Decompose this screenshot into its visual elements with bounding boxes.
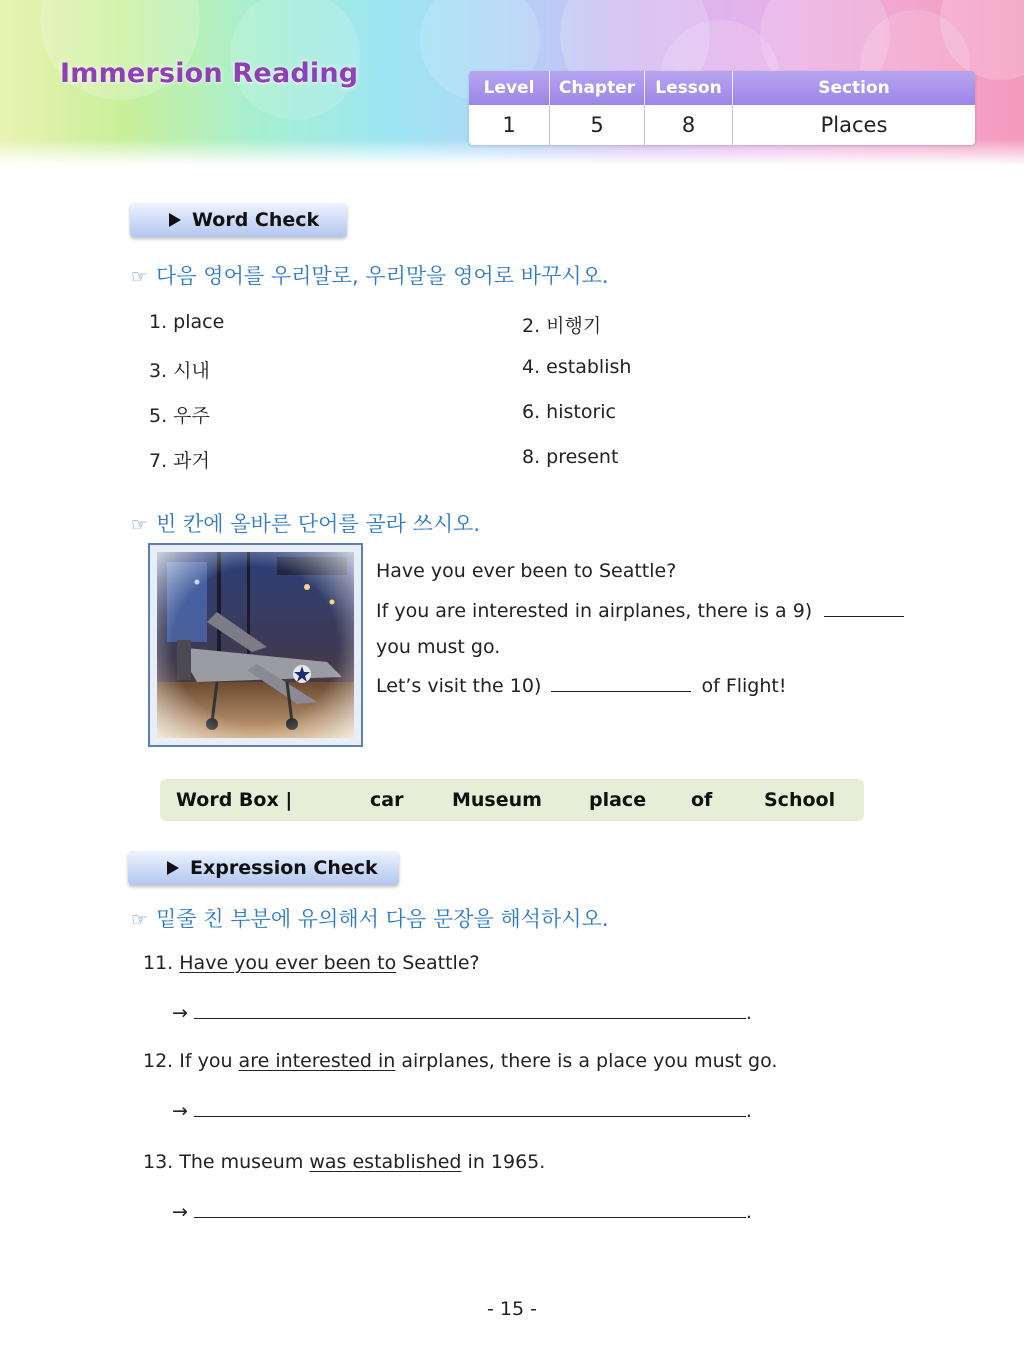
lesson-info-header-row	[469, 71, 975, 105]
sentence-12-underlined: are interested in	[238, 1050, 396, 1072]
airplane-illustration	[157, 552, 354, 738]
word-check-label: Word Check	[192, 209, 320, 231]
value-level: 1	[469, 105, 550, 145]
passage-line-4-post: of Flight!	[701, 675, 787, 697]
vocab-item-5: 5. 우주	[149, 405, 210, 427]
page-number: - 15 -	[487, 1298, 537, 1320]
word-box-label: Word Box |	[176, 789, 293, 811]
answer-line-13[interactable]	[172, 1201, 752, 1223]
answer-blank[interactable]	[194, 1203, 746, 1218]
instruction-text: 밑줄 친 부분에 유의해서 다음 문장을 해석하시오.	[156, 907, 609, 931]
answer-period: .	[745, 1201, 752, 1223]
vocab-item-7: 7. 과거	[149, 450, 210, 472]
brand-title: Immersion Reading	[60, 58, 359, 89]
arrow-icon: →	[172, 1002, 188, 1024]
expression-check-label: Expression Check	[190, 857, 378, 879]
answer-period: .	[745, 1002, 752, 1024]
header-level: Level	[469, 71, 550, 105]
play-triangle-icon	[169, 213, 181, 227]
sentence-11-underlined: Have you ever been to	[179, 952, 397, 974]
word-check-instruction	[131, 260, 609, 290]
word-option-school: School	[764, 789, 836, 811]
expression-check-button[interactable]	[128, 851, 399, 885]
sentence-13-pre: 13. The museum	[143, 1151, 304, 1173]
sentence-12-rest: airplanes, there is a place you must go.	[401, 1050, 778, 1072]
value-section: Places	[820, 113, 888, 137]
value-chapter: 5	[550, 105, 645, 145]
sentence-13-rest: in 1965.	[467, 1151, 546, 1173]
pointing-hand-icon: ☞	[131, 514, 149, 536]
value-lesson: 8	[645, 105, 733, 145]
passage-line-2-text: If you are interested in airplanes, there is a 9)	[376, 600, 813, 622]
vocab-item-1: 1. place	[149, 311, 225, 333]
blank-10[interactable]	[551, 673, 691, 692]
answer-line-11[interactable]	[172, 1002, 752, 1024]
sentence-11-number: 11.	[143, 952, 174, 974]
vocab-item-8: 8. present	[522, 446, 619, 468]
passage-line-1: Have you ever been to Seattle?	[376, 560, 677, 582]
answer-blank[interactable]	[194, 1102, 746, 1117]
word-option-of: of	[691, 789, 713, 811]
word-check-button[interactable]	[130, 203, 347, 237]
passage-line-3: you must go.	[376, 636, 501, 658]
instruction-text: 빈 칸에 올바른 단어를 골라 쓰시오.	[156, 512, 481, 536]
word-box	[160, 779, 864, 821]
header-section: Section	[818, 78, 890, 98]
sentence-13-underlined: was established	[309, 1151, 462, 1173]
pointing-hand-icon: ☞	[131, 909, 149, 931]
passage-line-4	[376, 673, 786, 697]
passage-line-2	[376, 598, 904, 622]
arrow-icon: →	[172, 1100, 188, 1122]
header-chapter: Chapter	[550, 71, 645, 105]
word-option-museum: Museum	[452, 789, 542, 811]
sentence-13	[143, 1151, 545, 1173]
word-option-car: car	[370, 789, 404, 811]
word-option-place: place	[589, 789, 647, 811]
sentence-12	[143, 1050, 777, 1072]
fill-blank-instruction	[131, 508, 480, 538]
answer-period: .	[745, 1100, 752, 1122]
passage-line-4-pre: Let’s visit the 10)	[376, 675, 542, 697]
expression-check-instruction	[131, 903, 609, 933]
vocab-item-4: 4. establish	[522, 356, 632, 378]
arrow-icon: →	[172, 1201, 188, 1223]
answer-line-12[interactable]	[172, 1100, 752, 1122]
lesson-info-value-row	[469, 105, 975, 145]
sentence-12-pre: 12. If you	[143, 1050, 233, 1072]
lesson-info-table	[469, 71, 975, 145]
airplane-museum-photo	[148, 543, 363, 747]
pointing-hand-icon: ☞	[131, 266, 149, 288]
answer-blank[interactable]	[194, 1004, 746, 1019]
instruction-text: 다음 영어를 우리말로, 우리말을 영어로 바꾸시오.	[156, 264, 609, 288]
blank-9[interactable]	[824, 598, 904, 617]
header-lesson: Lesson	[645, 71, 733, 105]
vocab-item-2: 2. 비행기	[522, 315, 602, 337]
sentence-11	[143, 952, 480, 974]
vocab-item-3: 3. 시내	[149, 360, 210, 382]
vocab-item-6: 6. historic	[522, 401, 616, 423]
play-triangle-icon	[167, 861, 179, 875]
sentence-11-rest: Seattle?	[402, 952, 480, 974]
